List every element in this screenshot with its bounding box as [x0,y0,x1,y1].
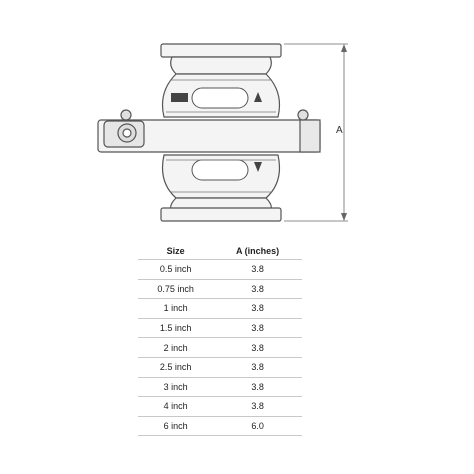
top-flange [161,44,281,57]
a-value-cell: 3.8 [213,318,302,338]
size-cell: 1 inch [138,299,213,319]
column-header-a: A (inches) [213,243,302,260]
upper-window [192,88,248,108]
lower-window [192,160,248,180]
table-row [138,299,302,319]
a-value-cell: 3.8 [213,338,302,358]
bolt-cap-right [298,110,308,120]
size-table [138,243,302,436]
clamp-end [300,120,320,152]
top-neck [171,57,272,74]
bolt-cap-left [121,110,131,120]
size-cell: 0.75 inch [138,279,213,299]
table-row [138,416,302,436]
a-value-cell: 3.8 [213,299,302,319]
size-cell: 1.5 inch [138,318,213,338]
size-cell: 4 inch [138,397,213,417]
size-cell: 2.5 inch [138,357,213,377]
size-cell: 0.5 inch [138,260,213,280]
table-row [138,377,302,397]
a-value-cell: 3.8 [213,377,302,397]
size-cell: 3 inch [138,377,213,397]
brand-logo [171,93,188,102]
a-value-cell: 3.8 [213,397,302,417]
size-cell: 2 inch [138,338,213,358]
table-row [138,260,302,280]
table-row [138,338,302,358]
a-value-cell: 3.8 [213,357,302,377]
a-value-cell: 3.8 [213,279,302,299]
column-header-size: Size [138,243,213,260]
table-row [138,357,302,377]
a-value-cell: 3.8 [213,260,302,280]
table-row [138,318,302,338]
table-row [138,397,302,417]
size-cell: 6 inch [138,416,213,436]
a-value-cell: 6.0 [213,416,302,436]
dimension-label: A [336,125,343,136]
table-header-row [138,243,302,260]
bottom-flange [161,208,281,221]
table-row [138,279,302,299]
